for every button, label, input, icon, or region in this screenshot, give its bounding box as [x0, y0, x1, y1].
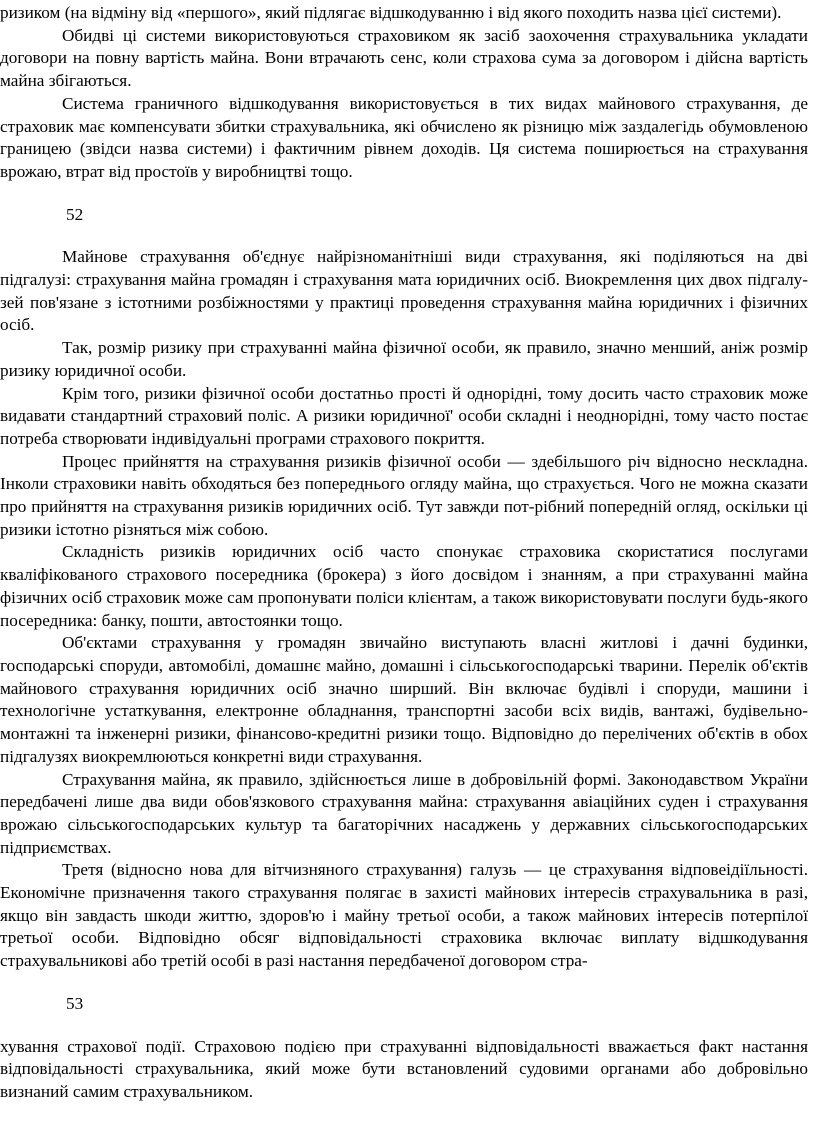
paragraph: Складність ризиків юридичних осіб часто спонукає страховика скористатися послугами кваліфікованого страхового посередника (брокера) з його досвідом і знанням, а при страхуванні майна фізичних осіб страховик може сам пропонувати поліси клієнтам, а також використовувати послуги будь-якого посередника: банку, пошти, автостоянки тощо. [0, 542, 808, 630]
paragraph-continuation: хування страхової події. Страховою подією при страхуванні відповідальності вважається факт настання відповідальності страхувальника, який може бути встановлений судовими органами або добровільно визнаний самим страхувальником. [0, 1036, 808, 1101]
page-number: 52 [66, 204, 84, 224]
paragraph: Майнове страхування об'єднує найрізноманітніші види страхування, які поділяються на дві підгалузі: страхування майна громадян і страхування мата юридичних осіб. Виокремлення цих двох підгалу-зей пов'язане з істотними розбіжностями у практиці проведення страхування майна юридичних і фізичних осіб. [0, 247, 808, 335]
paragraph-continuation: ризиком (на відміну від «першого», який підлягає відшкодуванню і від якого походить назва цієї системи). [0, 3, 782, 22]
paragraph: Страхування майна, як правило, здійснюється лише в добровільній формі. Законодавством України передбачені лише два види обов'язкового страхування майна: страхування авіаційних суден і страхування врожаю сільськогосподарських культур та багаторічних насаджень у державних сільськогосподарських підприємствах. [0, 769, 808, 857]
paragraph: Процес прийняття на страхування ризиків фізичної особи — здебільшого річ відносно нескладна. Інколи страховики навіть обходяться без попереднього огляду майна, що страхується. Чого не можна сказати про прийняття на страхування ризиків юридичних осіб. Тут завжди пот-рібний попередній огляд, оскільки ці ризики істотно різняться між собою. [0, 451, 808, 539]
paragraph: Крім того, ризики фізичної особи достатньо прості й однорідні, тому досить часто страховик може видавати стандартний страховий поліс. А ризики юридичної' особи складні і неоднорідні, тому часто постає потреба створювати індивідуальні програми страхового покриття. [0, 383, 808, 448]
paragraph: Система граничного відшкодування використовується в тих видах майнового страхування, де страховик має компенсувати збитки страхувальника, які обчислено як різницю між заздалегідь обумовленою границею (звідси назва системи) і фактичним рівнем доходів. Ця система поширюється на страхування врожаю, втрат від простоїв у виробництві тощо. [0, 93, 808, 181]
paragraph: Третя (відносно нова для вітчизняного страхування) галузь — це страхування відповеідіїльності. Економічне призначення такого страхування полягає в захисті майнових інтересів страхувальника в разі, якщо він завдасть шкоди життю, здоров'ю і майну третьої особи, а також майнових інтересів потерпілої третьої особи. Відповідно обсяг відповідальності страховика включає виплату відшкодування страхувальникові або третій особі в разі настання передбаченої договором стра- [0, 860, 808, 971]
page-number: 53 [66, 993, 84, 1013]
paragraph: Так, розмір ризику при страхуванні майна фізичної особи, як правило, значно менший, аніж розмір ризику юридичної особи. [0, 338, 808, 380]
paragraph: Обидві ці системи використовуються страховиком як засіб заохочення страхувальника укладати договори на повну вартість майна. Вони втрачають сенс, коли страхова сума за договором і дійсна вартість майна збігаються. [0, 25, 808, 91]
paragraph: Об'єктами страхування у громадян звичайно виступають власні житлові і дачні будинки, господарські споруди, автомобілі, домашнє майно, домашні і сільськогосподарські тварини. Перелік об'єктів майнового страхування юридичних осіб значно ширший. Він включає будівлі і споруди, машини і технологічне устаткування, електронне обладнання, транспортні засоби всіх видів, вантажі, будівельно-монтажні та інженерні ризики, фінансово-кредитні ризики тощо. Відповідно до перелічених об'єктів в обох підгалузях виокремлюються конкретні види страхування. [0, 633, 808, 766]
